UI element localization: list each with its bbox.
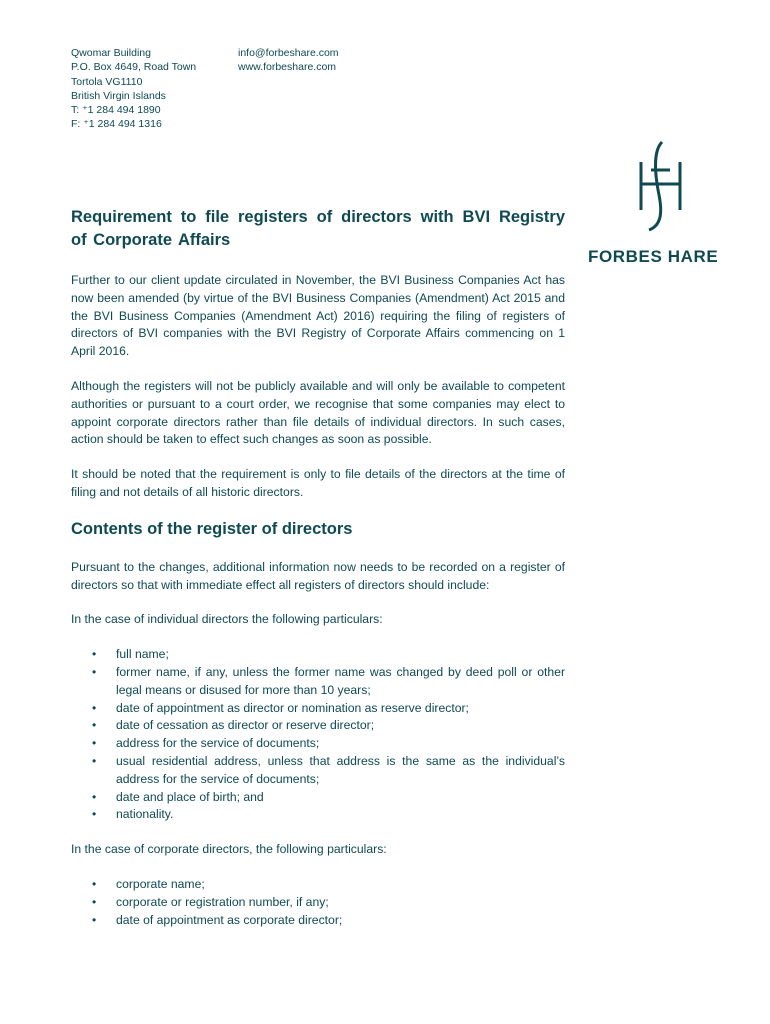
list-item-text: nationality. <box>116 807 174 822</box>
individual-particulars-list <box>71 646 565 824</box>
list-item-text: date of cessation as director or reserve director; <box>116 718 375 733</box>
bullet-icon: • <box>92 700 97 715</box>
bullet-icon: • <box>92 789 97 804</box>
list-item-text: date and place of birth; and <box>116 789 264 804</box>
list-item-text: date of appointment as corporate director; <box>116 912 343 927</box>
list-item-text: corporate name; <box>116 876 205 891</box>
website-link[interactable]: www.forbeshare.com <box>238 61 337 74</box>
bullet-icon: • <box>92 753 97 768</box>
email-link[interactable]: info@forbeshare.com <box>238 47 339 59</box>
address-line: P.O. Box 4649, Road Town <box>71 61 197 74</box>
bullet-icon: • <box>92 647 97 662</box>
paragraph-amendment: Further to our client update circulated in November, the BVI Business Companies Act has now been amended (by virtue of the BVI Business Companies (Amendment) Act 2015 and the BVI Business Companies (Amendment Act) 2016) requiring the filing of registers of directors of BVI companies with the BVI Registry of Corporate Affairs commencing on 1 April 2016. <box>71 273 565 359</box>
list-item <box>92 789 565 807</box>
corporate-directors-intro: In the case of corporate directors, the following particulars: <box>71 842 387 857</box>
paragraph-filing-scope: It should be noted that the requirement is only to file details of the directors at the time of filing and not details of all historic directors. <box>71 467 565 499</box>
bullet-icon: • <box>92 894 97 909</box>
list-item <box>92 717 565 735</box>
individual-directors-intro: In the case of individual directors the following particulars: <box>71 612 383 627</box>
document-title: Requirement to file registers of directors with BVI Registry of Corporate Affairs <box>71 208 565 249</box>
section-heading: Contents of the register of directors <box>71 519 353 538</box>
list-item <box>92 753 565 789</box>
document-body <box>71 206 565 946</box>
forbes-hare-monogram-icon <box>632 140 692 232</box>
telephone-line: T: ⁺1 284 494 1890 <box>71 104 161 117</box>
list-item <box>92 700 565 718</box>
list-item <box>92 806 565 824</box>
address-line: British Virgin Islands <box>71 89 166 102</box>
fax-line: F: ⁺1 284 494 1316 <box>71 118 162 131</box>
list-item-text: date of appointment as director or nomination as reserve director; <box>116 700 469 715</box>
bullet-icon: • <box>92 876 97 891</box>
bullet-icon: • <box>92 807 97 822</box>
list-item <box>92 876 565 894</box>
list-item-text: address for the service of documents; <box>116 736 320 751</box>
list-item-text: full name; <box>116 647 169 662</box>
paragraph-availability: Although the registers will not be publicly available and will only be available to competent authorities or pursuant to a court order, we recognise that some companies may elect to appoint corporate directors rather than file details of individual directors. In such cases, action should be taken to effect such changes as soon as possible. <box>71 378 565 447</box>
forbes-hare-wordmark: FORBES HARE <box>588 247 719 266</box>
paragraph-changes: Pursuant to the changes, additional information now needs to be recorded on a register of directors so that with immediate effect all registers of directors should include: <box>71 559 565 592</box>
address-line: Qwomar Building <box>71 47 151 59</box>
bullet-icon: • <box>92 664 97 679</box>
corporate-particulars-list <box>71 876 565 929</box>
list-item-text: corporate or registration number, if any; <box>116 894 329 909</box>
office-address-block <box>71 46 196 132</box>
bullet-icon: • <box>92 718 97 733</box>
bullet-icon: • <box>92 736 97 751</box>
list-item <box>92 735 565 753</box>
bullet-icon: • <box>92 912 97 927</box>
list-item-text: former name, if any, unless the former name was changed by deed poll or other legal means or disused for more than 10 years; <box>116 664 565 697</box>
list-item <box>92 646 565 664</box>
list-item <box>92 894 565 912</box>
list-item-text: usual residential address, unless that address is the same as the individual’s address for the service of documents; <box>116 753 565 786</box>
list-item <box>92 912 565 930</box>
contact-block <box>238 46 339 75</box>
address-line: Tortola VG1110 <box>71 75 143 88</box>
list-item <box>92 664 565 700</box>
